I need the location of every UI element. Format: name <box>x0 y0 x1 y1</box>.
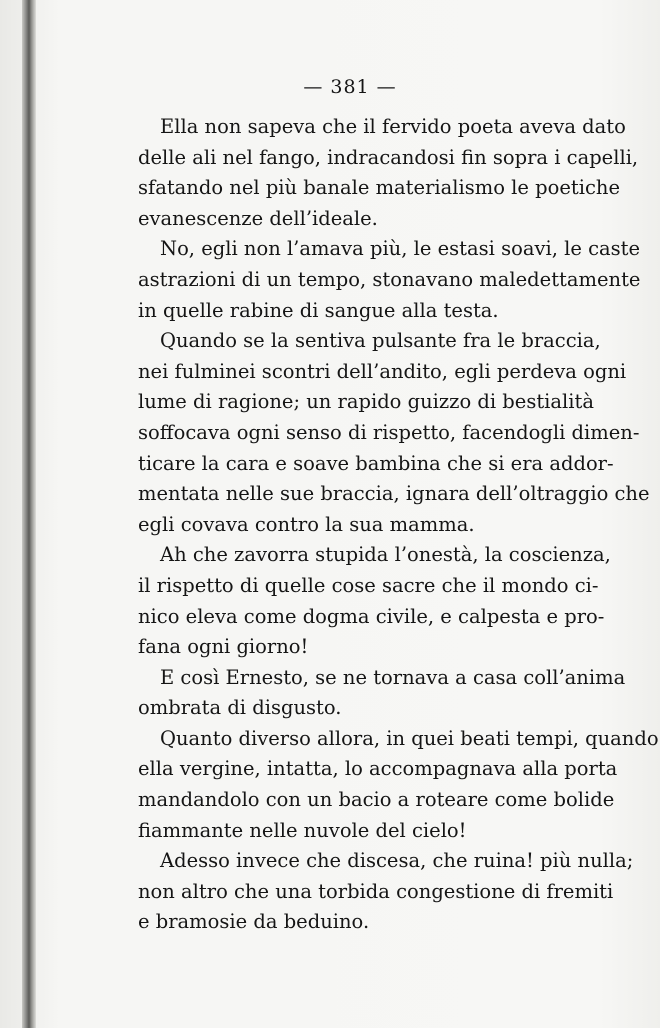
text-line: mandandolo con un bacio a roteare come bolide <box>138 788 615 812</box>
page-number: — 381 — <box>303 76 397 98</box>
text-line: nei fulminei scontri dell’andito, egli perdeva ogni <box>138 359 627 383</box>
text-line: delle ali nel fango, indracandosi fin sopra i capelli, <box>138 145 639 169</box>
text-line: in quelle rabine di sangue alla testa. <box>138 298 499 322</box>
text-line: ella vergine, intatta, lo accompagnava alla porta <box>138 757 618 781</box>
text-line: lume di ragione; un rapido guizzo di bestialità <box>138 390 594 414</box>
text-line: non altro che una torbida congestione di fremiti <box>138 879 614 903</box>
text-line: ticare la cara e soave bambina che si era addor- <box>138 451 614 475</box>
book-gutter-shadow <box>22 0 36 1028</box>
text-line: nico eleva come dogma civile, e calpesta e pro- <box>138 604 605 628</box>
body-text <box>138 112 659 938</box>
text-line: evanescenze dell’ideale. <box>138 206 378 230</box>
text-line: Ah che zavorra stupida l’onestà, la coscienza, <box>160 543 611 567</box>
text-line: astrazioni di un tempo, stonavano maledettamente <box>138 267 641 291</box>
text-line: Ella non sapeva che il fervido poeta aveva dato <box>160 115 626 138</box>
text-line: fiammante nelle nuvole del cielo! <box>138 818 467 842</box>
text-line: No, egli non l’amava più, le estasi soavi, le caste <box>160 237 640 261</box>
text-line: egli covava contro la sua mamma. <box>138 512 475 536</box>
text-line: sfatando nel più banale materialismo le poetiche <box>138 176 620 200</box>
text-line: soffocava ogni senso di rispetto, facendogli dimen- <box>138 420 640 444</box>
text-line: ombrata di disgusto. <box>138 696 342 720</box>
text-line: il rispetto di quelle cose sacre che il mondo ci- <box>138 573 599 597</box>
text-line: Quanto diverso allora, in quei beati tempi, quando <box>160 726 659 750</box>
text-line: e bramosie da beduino. <box>138 910 370 934</box>
text-line: fana ogni giorno! <box>138 635 309 659</box>
text-line: Quando se la sentiva pulsante fra le braccia, <box>160 329 601 353</box>
text-line: E così Ernesto, se ne tornava a casa coll’anima <box>160 665 626 689</box>
text-line: mentata nelle sue braccia, ignara dell’oltraggio che <box>138 482 650 506</box>
text-line: Adesso invece che discesa, che ruina! più nulla; <box>160 849 634 873</box>
